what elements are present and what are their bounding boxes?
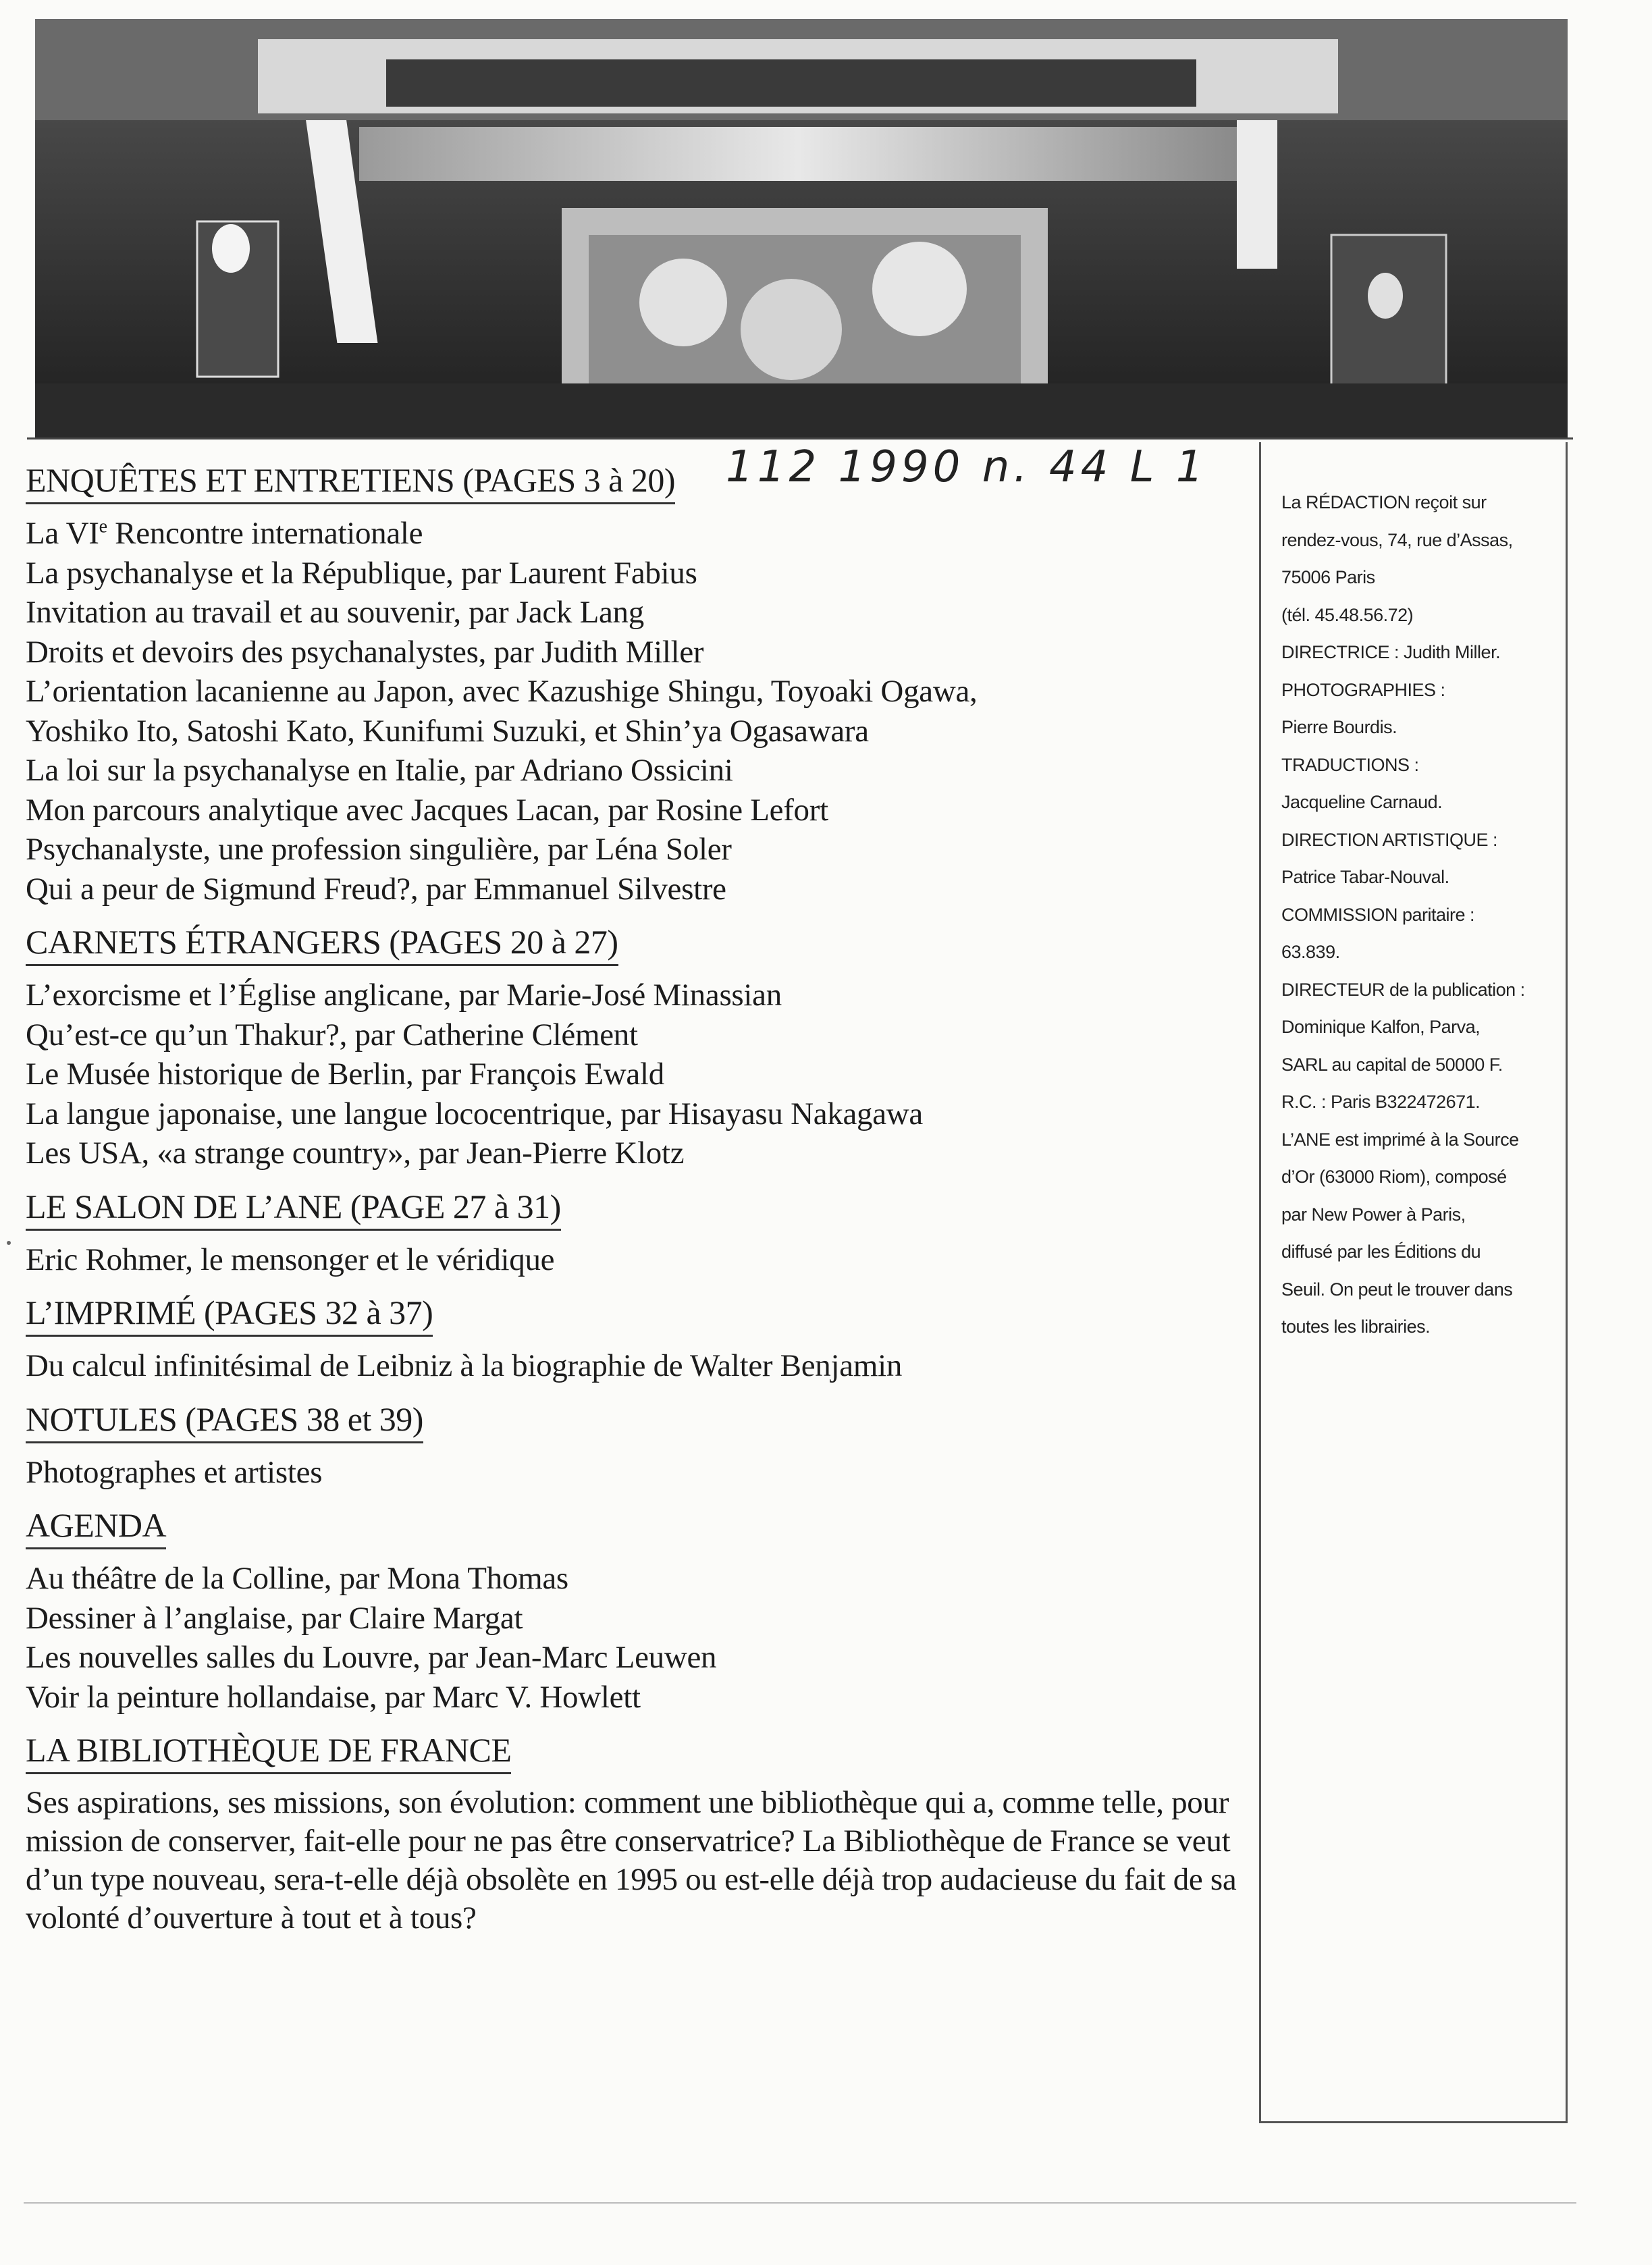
colophon-line: PHOTOGRAPHIES : (1281, 679, 1445, 700)
section-heading: LE SALON DE L’ANE (PAGE 27 à 31) (26, 1185, 561, 1231)
colophon-line: rendez-vous, 74, rue d’Assas, (1281, 529, 1513, 550)
section-carnets (26, 909, 1248, 1173)
toc-item: Eric Rohmer, le mensonger et le véridique (26, 1242, 555, 1277)
section-heading: AGENDA (26, 1504, 166, 1549)
colophon-line: Pierre Bourdis. (1281, 717, 1397, 737)
section-items (26, 976, 1248, 1173)
section-salon (26, 1173, 1248, 1280)
toc-item: Qui a peur de Sigmund Freud?, par Emmanuel Silvestre (26, 871, 726, 907)
colophon-line: Jacqueline Carnaud. (1281, 792, 1443, 812)
toc-item: Droits et devoirs des psychanalystes, par Judith Miller (26, 634, 704, 670)
section-heading: L’IMPRIMÉ (PAGES 32 à 37) (26, 1291, 433, 1337)
header-photo (35, 19, 1568, 437)
colophon-box (1259, 442, 1568, 2123)
section-imprime (26, 1279, 1248, 1386)
colophon-line: R.C. : Paris B322472671. (1281, 1092, 1481, 1112)
section-paragraph: Ses aspirations, ses missions, son évolution: comment une bibliothèque qui a, comme telle, pour mission de conserver, fait-elle pour ne pas être conservatrice? La Bibliothèque de France se veut d’un type nouveau, sera-t-elle déjà obsolète en 1995 ou est-elle déjà trop audacieuse du fait de sa volonté d’ouverture à tout et à tous? (26, 1785, 1237, 1936)
colophon-line: Patrice Tabar-Nouval. (1281, 867, 1449, 887)
section-items (26, 1346, 1248, 1386)
colophon-line: SARL au capital de 50000 F. (1281, 1054, 1503, 1075)
toc-item: Invitation au travail et au souvenir, par Jack Lang (26, 595, 644, 630)
toc-item: Les nouvelles salles du Louvre, par Jean-Marc Leuwen (26, 1640, 717, 1675)
toc-item: Les USA, «a strange country», par Jean-Pierre Klotz (26, 1136, 685, 1171)
colophon-line: diffusé par les Éditions du (1281, 1242, 1481, 1262)
colophon-line: DIRECTRICE : Judith Miller. (1281, 642, 1501, 662)
toc-item: Dessiner à l’anglaise, par Claire Margat (26, 1600, 523, 1636)
colophon-line: par New Power à Paris, (1281, 1204, 1466, 1225)
toc-item-rencontre: La VIe Rencontre internationale (26, 516, 423, 551)
photo-bottom-rule (27, 437, 1573, 439)
section-bibliotheque (26, 1717, 1248, 1938)
scan-speck (7, 1241, 11, 1245)
museum-interior-photo (35, 19, 1568, 437)
colophon-line: TRADUCTIONS : (1281, 754, 1419, 775)
colophon-line: COMMISSION paritaire : (1281, 904, 1475, 925)
toc-item: La psychanalyse et la République, par Laurent Fabius (26, 555, 697, 591)
toc-item: Photographes et artistes (26, 1454, 323, 1490)
toc-item: Yoshiko Ito, Satoshi Kato, Kunifumi Suzuki, et Shin’ya Ogasawara (26, 713, 869, 749)
colophon-line: DIRECTEUR de la publication : (1281, 979, 1525, 1000)
section-enquetes (26, 459, 1248, 909)
section-heading: NOTULES (PAGES 38 et 39) (26, 1398, 423, 1443)
section-items (26, 1453, 1248, 1493)
section-agenda (26, 1492, 1248, 1717)
toc-item: Psychanalyste, une profession singulière, par Léna Soler (26, 832, 732, 867)
section-heading: LA BIBLIOTHÈQUE DE FRANCE (26, 1729, 511, 1774)
colophon-line: 75006 Paris (1281, 567, 1375, 587)
section-heading: ENQUÊTES ET ENTRETIENS (PAGES 3 à 20) (26, 459, 675, 504)
toc-item: L’exorcisme et l’Église anglicane, par Marie-José Minassian (26, 978, 782, 1013)
section-heading: CARNETS ÉTRANGERS (PAGES 20 à 27) (26, 921, 618, 966)
colophon-line: DIRECTION ARTISTIQUE : (1281, 829, 1498, 850)
toc-item: Mon parcours analytique avec Jacques Lacan, par Rosine Lefort (26, 792, 828, 828)
table-of-contents (26, 459, 1248, 1938)
section-items (26, 1559, 1248, 1717)
colophon-line: toutes les librairies. (1281, 1316, 1431, 1337)
colophon-line: Dominique Kalfon, Parva, (1281, 1017, 1481, 1037)
colophon-line: Seuil. On peut le trouver dans (1281, 1279, 1513, 1300)
colophon-line: L’ANE est imprimé à la Source (1281, 1129, 1519, 1150)
page-bottom-rule (24, 2202, 1576, 2204)
colophon-line: (tél. 45.48.56.72) (1281, 604, 1414, 625)
colophon-line: La RÉDACTION reçoit sur (1281, 492, 1487, 512)
colophon-line: 63.839. (1281, 942, 1340, 962)
toc-item: Au théâtre de la Colline, par Mona Thomas (26, 1561, 568, 1596)
handwritten-note: 112 1990 n. 44 L 1 (726, 442, 1208, 492)
toc-item: Du calcul infinitésimal de Leibniz à la biographie de Walter Benjamin (26, 1348, 903, 1383)
colophon-text (1281, 484, 1558, 1346)
section-items (26, 1240, 1248, 1280)
colophon-line: d’Or (63000 Riom), composé (1281, 1167, 1507, 1187)
toc-item: Voir la peinture hollandaise, par Marc V. Howlett (26, 1679, 641, 1715)
section-items (26, 514, 1248, 909)
toc-item: Le Musée historique de Berlin, par François Ewald (26, 1057, 664, 1092)
toc-item: Qu’est-ce qu’un Thakur?, par Catherine Clément (26, 1017, 638, 1052)
toc-item: La loi sur la psychanalyse en Italie, par Adriano Ossicini (26, 753, 733, 788)
toc-item: La langue japonaise, une langue lococentrique, par Hisayasu Nakagawa (26, 1096, 923, 1131)
toc-item: L’orientation lacanienne au Japon, avec Kazushige Shingu, Toyoaki Ogawa, (26, 674, 978, 709)
section-notules (26, 1386, 1248, 1493)
